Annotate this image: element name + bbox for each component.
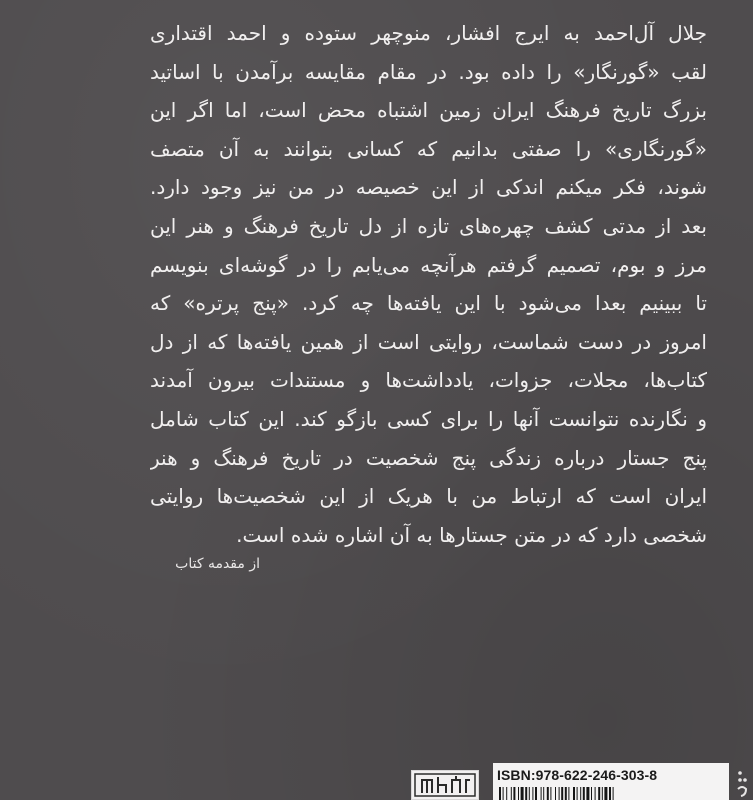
blurb-line: امروز در دست شماست، روایتی است از همین یافته‌ها که از دل — [150, 329, 707, 354]
barcode-bar — [598, 787, 600, 800]
barcode-bar — [586, 787, 589, 800]
barcode-bars — [497, 787, 725, 800]
barcode-bar — [525, 787, 527, 800]
blurb-line: بعد از مدتی کشف چهره‌های تازه از دل تاریخ فرهنگ و هنر این — [150, 213, 707, 238]
barcode-bar — [583, 787, 585, 800]
barcode-bar — [499, 787, 501, 800]
barcode-bar — [604, 787, 607, 800]
isbn-barcode — [493, 763, 729, 800]
barcode-bar — [613, 787, 614, 800]
barcode-bar — [555, 787, 556, 800]
barcode-bar — [535, 787, 537, 800]
blurb-line: و نگارنده نتوانست آنها را برای کسی بازگو کند. این کتاب شامل — [150, 406, 707, 431]
barcode-bar — [568, 787, 569, 800]
blurb-line: شوند، فکر میکنم اندکی از این خصیصه در من نیز وجود دارد. — [150, 175, 707, 200]
barcode-bar — [577, 787, 578, 800]
barcode-bar — [559, 787, 560, 800]
barcode-bar — [506, 787, 507, 800]
barcode-bar — [521, 787, 524, 800]
blurb-line: شخصی دارد که در متن جستارها به آن اشاره شده است. — [236, 522, 707, 547]
barcode-bar — [550, 787, 551, 800]
blurb-line: جلال آل‌احمد به ایرج افشار، منوچهر ستوده و احمد اقتداری — [150, 21, 707, 45]
blurb-line: لقب «گورنگار» را داده بود. در مقام مقایسه برآمدن با اساتید — [150, 59, 707, 84]
blurb-line: مرز و بوم، تصمیم گرفتم هرآنچه می‌یابم را در گوشه‌ای بنویسم — [150, 252, 707, 277]
blurb-line: پنج جستار درباره زندگی پنج شخصیت در تاریخ فرهنگ و هنر — [150, 445, 707, 470]
source-note: از مقدمه کتاب — [175, 556, 260, 572]
barcode-area — [411, 755, 753, 800]
barcode-bar — [565, 787, 567, 800]
barcode-bar — [529, 787, 530, 800]
barcode-bar — [573, 787, 575, 800]
blurb-text — [150, 14, 707, 554]
barcode-bar — [609, 787, 611, 800]
blurb-line: تا ببینیم بعدا می‌شود با این یافته‌ها چه کرد. «پنج پرتره» که — [150, 291, 707, 316]
barcode-bar — [543, 787, 544, 800]
barcode-bar — [595, 787, 596, 800]
barcode-bar — [513, 787, 515, 800]
barcode-bar — [580, 787, 581, 800]
blurb-line: کتاب‌ها، مجلات، جزوات، یادداشت‌ها و مستندات بیرون آمدند — [150, 368, 707, 393]
barcode-bar — [511, 787, 512, 800]
barcode-bar — [503, 787, 504, 800]
blurb-line: «گورنگاری» را صفتی بدانیم که کسانی بتوانند به آن متصف — [150, 136, 707, 161]
blurb-line: بزرگ تاریخ فرهنگ ایران زمین اشتباه محض است، اما اگر این — [150, 98, 707, 123]
barcode-bar — [547, 787, 549, 800]
edge-dots-mark — [735, 769, 749, 800]
barcode-bar — [561, 787, 563, 800]
barcode-bar — [541, 787, 542, 800]
publisher-monogram-logo-icon — [411, 770, 479, 800]
barcode-bar — [532, 787, 533, 800]
barcode-bar — [591, 787, 592, 800]
blurb-line: ایران است که ارتباط من با هریک از این شخصیت‌ها روایتی — [150, 484, 707, 509]
isbn-number: ISBN:978-622-246-303-8 — [497, 767, 658, 783]
barcode-bar — [602, 787, 603, 800]
barcode-bar — [518, 787, 519, 800]
